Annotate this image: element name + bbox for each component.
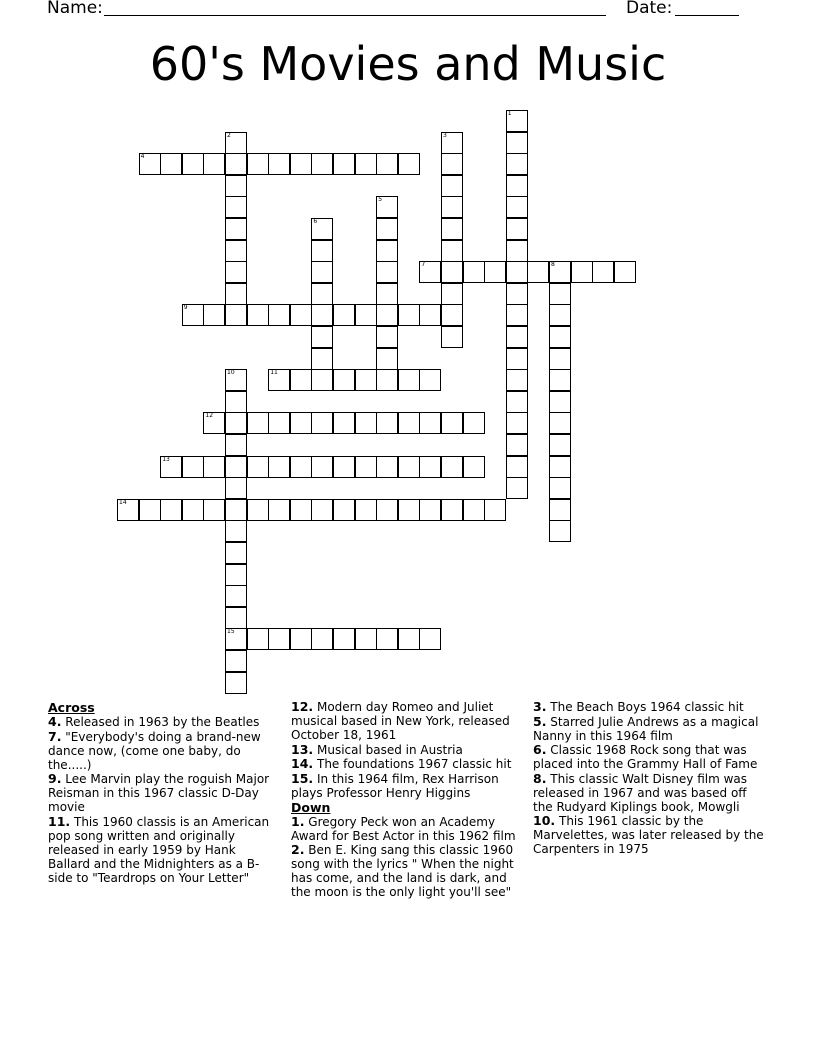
grid-cell[interactable] — [311, 326, 333, 348]
grid-cell[interactable] — [160, 499, 182, 521]
grid-cell[interactable] — [333, 412, 355, 434]
clue-across-4: 4. Released in 1963 by the Beatles — [48, 714, 260, 729]
grid-cell[interactable] — [311, 153, 333, 175]
clue-across-7: 7. "Everybody's doing a brand-new dance now, (come one baby, do the.....) — [48, 728, 261, 772]
grid-cell[interactable] — [484, 261, 506, 283]
grid-cell[interactable] — [398, 499, 420, 521]
grid-cell[interactable] — [247, 153, 269, 175]
grid-cell[interactable] — [311, 499, 333, 521]
grid-cell[interactable] — [225, 240, 247, 262]
grid-cell[interactable] — [160, 153, 182, 175]
grid-cell[interactable] — [398, 369, 420, 391]
grid-cell[interactable] — [225, 650, 247, 672]
grid-cell[interactable] — [441, 196, 463, 218]
grid-cell[interactable] — [203, 456, 225, 478]
grid-cell[interactable] — [463, 412, 485, 434]
clue-across-13: 13. Musical based in Austria — [291, 741, 463, 757]
date-label: Date: — [626, 0, 673, 18]
grid-cell[interactable] — [592, 261, 614, 283]
grid-cell[interactable] — [290, 369, 312, 391]
across-heading: Across — [48, 700, 95, 715]
grid-cell[interactable] — [463, 499, 485, 521]
clue-down-8: 8. This classic Walt Disney film was released in 1967 and was based off the Rudyard Kiplings book, Mowgli — [533, 770, 748, 814]
grid-cell[interactable] — [225, 499, 247, 521]
grid-cell[interactable] — [376, 326, 398, 348]
grid-cell[interactable] — [376, 196, 398, 218]
grid-cell[interactable] — [506, 369, 528, 391]
grid-cell[interactable] — [441, 132, 463, 154]
grid-cell[interactable] — [376, 218, 398, 240]
clue-across-14: 14. The foundations 1967 classic hit — [291, 756, 512, 771]
grid-cell[interactable] — [506, 218, 528, 240]
grid-cell[interactable] — [355, 628, 377, 650]
grid-cell[interactable] — [182, 499, 204, 521]
grid-cell[interactable] — [311, 261, 333, 283]
cell-number: 3 — [443, 131, 447, 139]
grid-cell[interactable] — [549, 412, 571, 434]
grid-cell[interactable] — [268, 456, 290, 478]
grid-cell[interactable] — [311, 304, 333, 326]
grid-cell[interactable] — [333, 369, 355, 391]
grid-cell[interactable] — [333, 153, 355, 175]
clue-column-2 — [291, 700, 527, 900]
grid-cell[interactable] — [441, 412, 463, 434]
grid-cell[interactable] — [290, 153, 312, 175]
grid-cell[interactable] — [225, 564, 247, 586]
grid-cell[interactable] — [117, 499, 139, 521]
grid-cell[interactable] — [549, 283, 571, 305]
grid-cell[interactable] — [376, 628, 398, 650]
grid-cell[interactable] — [311, 412, 333, 434]
grid-cell[interactable] — [225, 153, 247, 175]
grid-cell[interactable] — [463, 456, 485, 478]
clue-across-12: 12. Modern day Romeo and Juliet musical based in New York, released October 18, 1961 — [291, 699, 510, 742]
grid-cell[interactable] — [311, 240, 333, 262]
grid-cell[interactable] — [506, 304, 528, 326]
grid-cell[interactable] — [268, 628, 290, 650]
grid-cell[interactable] — [225, 261, 247, 283]
grid-cell[interactable] — [549, 477, 571, 499]
grid-cell[interactable] — [333, 456, 355, 478]
grid-cell[interactable] — [441, 175, 463, 197]
grid-cell[interactable] — [182, 153, 204, 175]
cell-number: 8 — [551, 261, 555, 269]
grid-cell[interactable] — [506, 261, 528, 283]
grid-cell[interactable] — [419, 261, 441, 283]
grid-cell[interactable] — [203, 153, 225, 175]
grid-cell[interactable] — [225, 477, 247, 499]
grid-cell[interactable] — [333, 628, 355, 650]
grid-cell[interactable] — [398, 304, 420, 326]
cell-number: 2 — [227, 131, 231, 139]
grid-cell[interactable] — [268, 153, 290, 175]
grid-cell[interactable] — [225, 628, 247, 650]
grid-cell[interactable] — [441, 456, 463, 478]
grid-cell[interactable] — [506, 348, 528, 370]
clue-down-2: 2. Ben E. King sang this classic 1960 song with the lyrics " When the night has come, and the land is dark, and the moon is the only light you'll see" — [291, 842, 514, 899]
grid-cell[interactable] — [139, 153, 161, 175]
grid-cell[interactable] — [441, 153, 463, 175]
grid-cell[interactable] — [549, 261, 571, 283]
grid-cell[interactable] — [247, 304, 269, 326]
grid-cell[interactable] — [398, 456, 420, 478]
grid-cell[interactable] — [203, 499, 225, 521]
cell-number: 5 — [378, 196, 383, 204]
grid-cell[interactable] — [376, 369, 398, 391]
grid-cell[interactable] — [614, 261, 636, 283]
grid-cell[interactable] — [355, 456, 377, 478]
grid-cell[interactable] — [506, 434, 528, 456]
grid-cell[interactable] — [441, 283, 463, 305]
grid-cell[interactable] — [506, 283, 528, 305]
clue-down-1: 1. Gregory Peck won an Academy Award for Best Actor in this 1962 film — [291, 813, 516, 843]
grid-cell[interactable] — [376, 412, 398, 434]
grid-cell[interactable] — [311, 369, 333, 391]
grid-cell[interactable] — [355, 499, 377, 521]
clue-down-5: 5. Starred Julie Andrews as a magical Nanny in this 1964 film — [533, 713, 759, 743]
grid-cell[interactable] — [203, 304, 225, 326]
grid-cell[interactable] — [484, 499, 506, 521]
grid-cell[interactable] — [225, 412, 247, 434]
grid-cell[interactable] — [549, 499, 571, 521]
cell-number: 7 — [421, 261, 426, 269]
cell-number: 10 — [227, 369, 235, 377]
grid-cell[interactable] — [311, 456, 333, 478]
grid-cell[interactable] — [419, 304, 441, 326]
grid-cell[interactable] — [441, 240, 463, 262]
grid-cell[interactable] — [463, 261, 485, 283]
grid-cell[interactable] — [376, 283, 398, 305]
clue-column-3 — [533, 700, 769, 857]
clue-down-3: 3. The Beach Boys 1964 classic hit — [533, 699, 744, 714]
grid-cell[interactable] — [355, 304, 377, 326]
grid-cell[interactable] — [506, 175, 528, 197]
grid-cell[interactable] — [247, 412, 269, 434]
grid-cell[interactable] — [506, 153, 528, 175]
grid-cell[interactable] — [355, 412, 377, 434]
grid-cell[interactable] — [398, 628, 420, 650]
grid-cell[interactable] — [290, 304, 312, 326]
grid-cell[interactable] — [225, 434, 247, 456]
grid-cell[interactable] — [506, 412, 528, 434]
grid-cell[interactable] — [506, 110, 528, 132]
grid-cell[interactable] — [225, 196, 247, 218]
clue-across-11: 11. This 1960 classis is an American pop song written and originally released in early 1959 by Hank Ballard and the Midnighters as a B-side to "Teardrops on Your Letter" — [48, 813, 270, 885]
grid-cell[interactable] — [225, 132, 247, 154]
grid-cell[interactable] — [225, 585, 247, 607]
grid-cell[interactable] — [527, 261, 549, 283]
cell-number: 13 — [162, 455, 170, 463]
cell-number: 6 — [313, 218, 318, 225]
grid-cell[interactable] — [419, 456, 441, 478]
grid-cell[interactable] — [268, 499, 290, 521]
grid-cell[interactable] — [506, 132, 528, 154]
grid-cell[interactable] — [225, 283, 247, 305]
grid-cell[interactable] — [225, 456, 247, 478]
cell-number: 1 — [507, 110, 512, 117]
grid-cell[interactable] — [376, 304, 398, 326]
grid-cell[interactable] — [247, 628, 269, 650]
grid-cell[interactable] — [549, 304, 571, 326]
clue-across-9: 9. Lee Marvin play the roguish Major Reisman in this 1967 classic D-Day movie — [48, 771, 270, 814]
cell-number: 11 — [270, 369, 278, 377]
grid-cell[interactable] — [506, 391, 528, 413]
grid-cell[interactable] — [225, 672, 247, 694]
grid-cell[interactable] — [506, 240, 528, 262]
grid-cell[interactable] — [225, 607, 247, 629]
grid-cell[interactable] — [225, 391, 247, 413]
cell-number: 9 — [183, 304, 188, 312]
grid-cell[interactable] — [376, 499, 398, 521]
clue-across-15: 15. In this 1964 film, Rex Harrison plays Professor Henry Higgins — [291, 770, 499, 800]
grid-cell[interactable] — [182, 304, 204, 326]
grid-cell[interactable] — [290, 412, 312, 434]
grid-cell[interactable] — [376, 456, 398, 478]
grid-cell[interactable] — [549, 520, 571, 542]
clue-column-1 — [48, 700, 280, 885]
grid-cell[interactable] — [419, 369, 441, 391]
page-title: 60's Movies and Music — [149, 37, 667, 91]
grid-cell[interactable] — [290, 628, 312, 650]
grid-cell[interactable] — [160, 456, 182, 478]
grid-cell[interactable] — [441, 304, 463, 326]
grid-cell[interactable] — [441, 499, 463, 521]
grid-cell[interactable] — [398, 412, 420, 434]
grid-cell[interactable] — [376, 240, 398, 262]
grid-cell[interactable] — [376, 153, 398, 175]
grid-cell[interactable] — [549, 326, 571, 348]
grid-cell[interactable] — [549, 456, 571, 478]
grid-cell[interactable] — [506, 196, 528, 218]
grid-cell[interactable] — [333, 304, 355, 326]
grid-cell[interactable] — [549, 434, 571, 456]
grid-cell[interactable] — [376, 348, 398, 370]
cell-number: 12 — [205, 412, 214, 420]
grid-cell[interactable] — [247, 499, 269, 521]
grid-cell[interactable] — [549, 348, 571, 370]
grid-cell[interactable] — [225, 520, 247, 542]
grid-cell[interactable] — [247, 456, 269, 478]
grid-cell[interactable] — [376, 261, 398, 283]
grid-cell[interactable] — [225, 304, 247, 326]
grid-cell[interactable] — [549, 391, 571, 413]
grid-cell[interactable] — [182, 456, 204, 478]
clue-down-6: 6. Classic 1968 Rock song that was placed into the Grammy Hall of Fame — [533, 742, 758, 771]
grid-cell[interactable] — [203, 412, 225, 434]
grid-cell[interactable] — [268, 369, 290, 391]
grid-cell[interactable] — [549, 369, 571, 391]
grid-cell[interactable] — [506, 477, 528, 499]
grid-cell[interactable] — [311, 628, 333, 650]
grid-cell[interactable] — [441, 261, 463, 283]
grid-cell[interactable] — [398, 153, 420, 175]
grid-cell[interactable] — [506, 456, 528, 478]
grid-cell[interactable] — [441, 218, 463, 240]
grid-cell[interactable] — [355, 153, 377, 175]
grid-cell[interactable] — [506, 326, 528, 348]
grid-cell[interactable] — [419, 499, 441, 521]
grid-cell[interactable] — [225, 542, 247, 564]
grid-cell[interactable] — [268, 412, 290, 434]
grid-cell[interactable] — [311, 283, 333, 305]
grid-cell[interactable] — [311, 348, 333, 370]
name-label: Name: — [47, 0, 103, 18]
grid-cell[interactable] — [225, 175, 247, 197]
down-heading: Down — [291, 799, 331, 815]
cell-number: 14 — [119, 498, 127, 506]
cell-number: 15 — [227, 628, 235, 636]
grid-cell[interactable] — [571, 261, 593, 283]
cell-number: 4 — [140, 153, 145, 161]
grid-cell[interactable] — [419, 412, 441, 434]
grid-cell[interactable] — [333, 499, 355, 521]
grid-cell[interactable] — [441, 326, 463, 348]
clue-down-10: 10. This 1961 classic by the Marvelettes, was later released by the Carpenters in 1975 — [533, 813, 764, 856]
grid-cell[interactable] — [268, 304, 290, 326]
grid-cell[interactable] — [139, 499, 161, 521]
grid-cell[interactable] — [355, 369, 377, 391]
grid-cell[interactable] — [225, 369, 247, 391]
grid-cell[interactable] — [311, 218, 333, 240]
grid-cell[interactable] — [290, 456, 312, 478]
grid-cell[interactable] — [290, 499, 312, 521]
grid-cell[interactable] — [419, 628, 441, 650]
grid-cell[interactable] — [225, 218, 247, 240]
